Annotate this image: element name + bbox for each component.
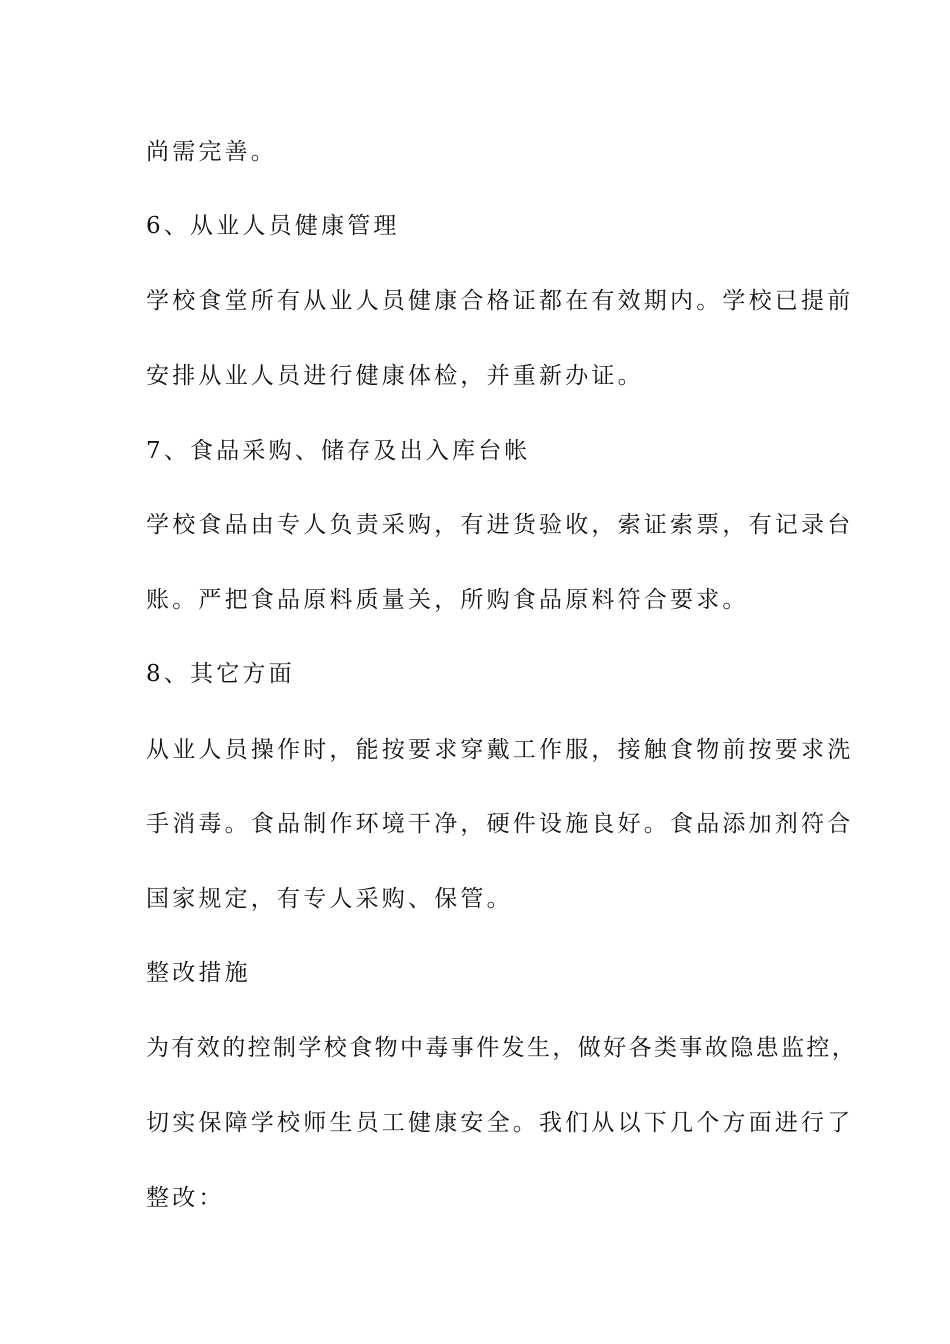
heading-food-purchase: 7、食品采购、储存及出入库台帐 (146, 438, 531, 464)
paragraph-rectification-2: 切实保障学校师生员工健康安全。我们从以下几个方面进行了 (146, 1110, 854, 1136)
heading-rectification: 整改措施 (146, 960, 251, 986)
paragraph-staff-health-2: 安排从业人员进行健康体检，并重新办证。 (146, 363, 644, 389)
paragraph-other-aspects-2: 手消毒。食品制作环境干净，硬件设施良好。食品添加剂符合 (146, 811, 854, 837)
paragraph-other-aspects-1: 从业人员操作时，能按要求穿戴工作服，接触食物前按要求洗 (146, 737, 854, 763)
heading-other-aspects: 8、其它方面 (146, 661, 295, 687)
heading-staff-health: 6、从业人员健康管理 (146, 213, 400, 239)
paragraph-rectification-1: 为有效的控制学校食物中毒事件发生，做好各类事故隐患监控， (146, 1035, 858, 1061)
paragraph-food-purchase-1: 学校食品由专人负责采购，有进货验收，索证索票，有记录台 (146, 512, 854, 538)
paragraph-food-purchase-2: 账。严把食品原料质量关，所购食品原料符合要求。 (146, 587, 749, 613)
paragraph-continuation: 尚需完善。 (146, 139, 277, 165)
paragraph-other-aspects-3: 国家规定，有专人采购、保管。 (146, 886, 513, 912)
paragraph-rectification-3: 整改： (146, 1185, 225, 1211)
paragraph-staff-health-1: 学校食堂所有从业人员健康合格证都在有效期内。学校已提前 (146, 288, 854, 314)
